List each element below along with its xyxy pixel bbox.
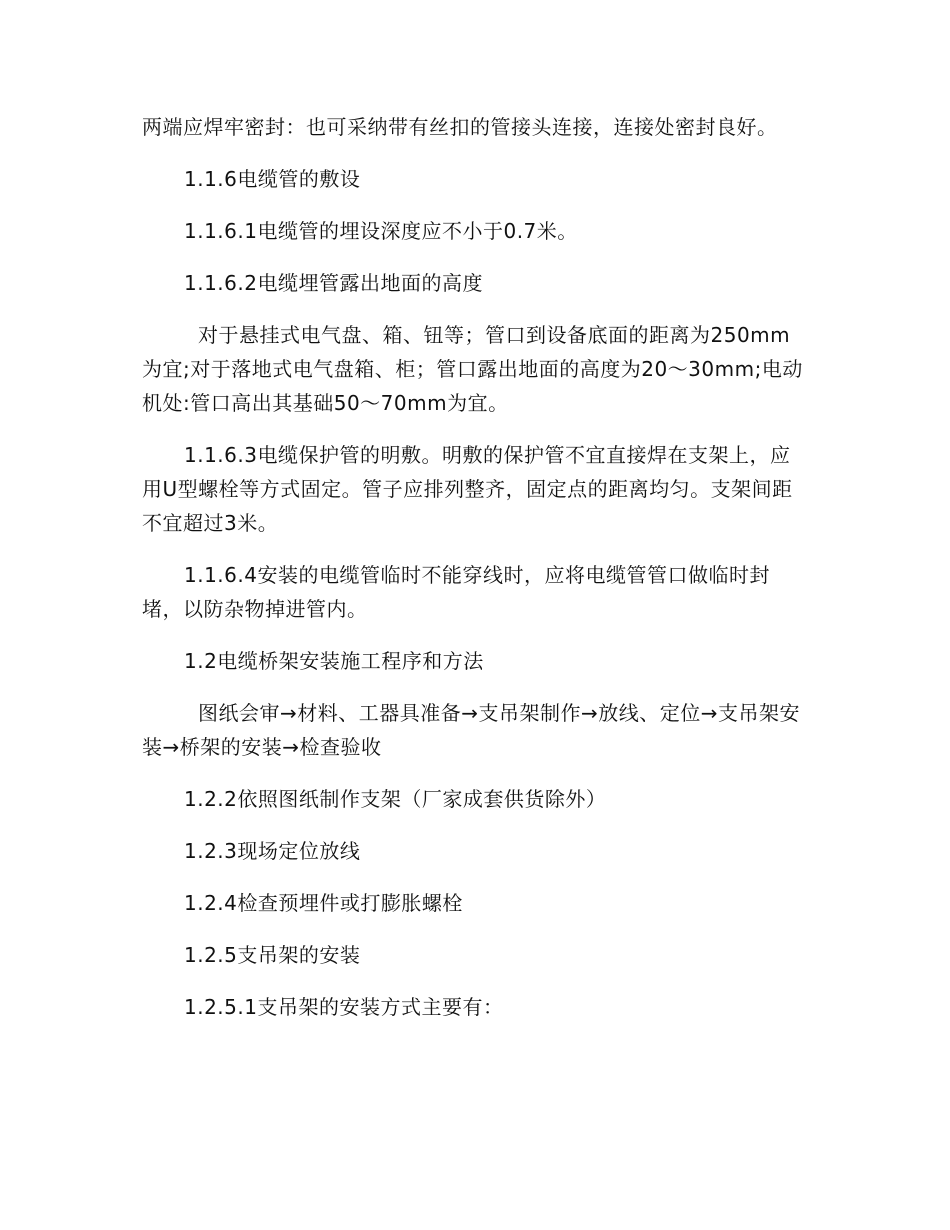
paragraph-1-1-6-1: 1.1.6.1电缆管的埋设深度应不小于0.7米。 xyxy=(184,219,578,243)
paragraph-1-1-6-4: 1.1.6.4安装的电缆管临时不能穿线时，应将电缆管管口做临时封堵，以防杂物掉进管内。 xyxy=(142,563,770,621)
heading-1-1-6: 1.1.6电缆管的敷设 xyxy=(184,167,361,191)
heading-1-2-2: 1.2.2依照图纸制作支架（厂家成套供货除外） xyxy=(184,787,607,811)
paragraph-conduit-heights: 对于悬挂式电气盘、箱、钮等；管口到设备底面的距离为250mm为宜;对于落地式电气盘箱、柜；管口露出地面的高度为20～30mm;电动机处:管口高出其基础50～70mm为宜。 xyxy=(142,323,803,415)
paragraph-continuation: 两端应焊牢密封：也可采纳带有丝扣的管接头连接，连接处密封良好。 xyxy=(142,115,778,139)
heading-1-2-4: 1.2.4检查预埋件或打膨胀螺栓 xyxy=(184,891,463,915)
heading-1-2-5: 1.2.5支吊架的安装 xyxy=(184,943,361,967)
heading-1-1-6-2: 1.1.6.2电缆埋管露出地面的高度 xyxy=(184,271,483,295)
heading-1-2-5-1: 1.2.5.1支吊架的安装方式主要有： xyxy=(184,995,504,1019)
paragraph-1-1-6-3: 1.1.6.3电缆保护管的明敷。明敷的保护管不宜直接焊在支架上，应用U型螺栓等方式固定。管子应排列整齐，固定点的距离均匀。支架间距不宜超过3米。 xyxy=(142,443,793,535)
heading-1-2: 1.2电缆桥架安装施工程序和方法 xyxy=(184,649,484,673)
paragraph-process-flow: 图纸会审→材料、工器具准备→支吊架制作→放线、定位→支吊架安装→桥架的安装→检查验收 xyxy=(142,701,801,759)
document-body xyxy=(142,110,810,1024)
heading-1-2-3: 1.2.3现场定位放线 xyxy=(184,839,361,863)
